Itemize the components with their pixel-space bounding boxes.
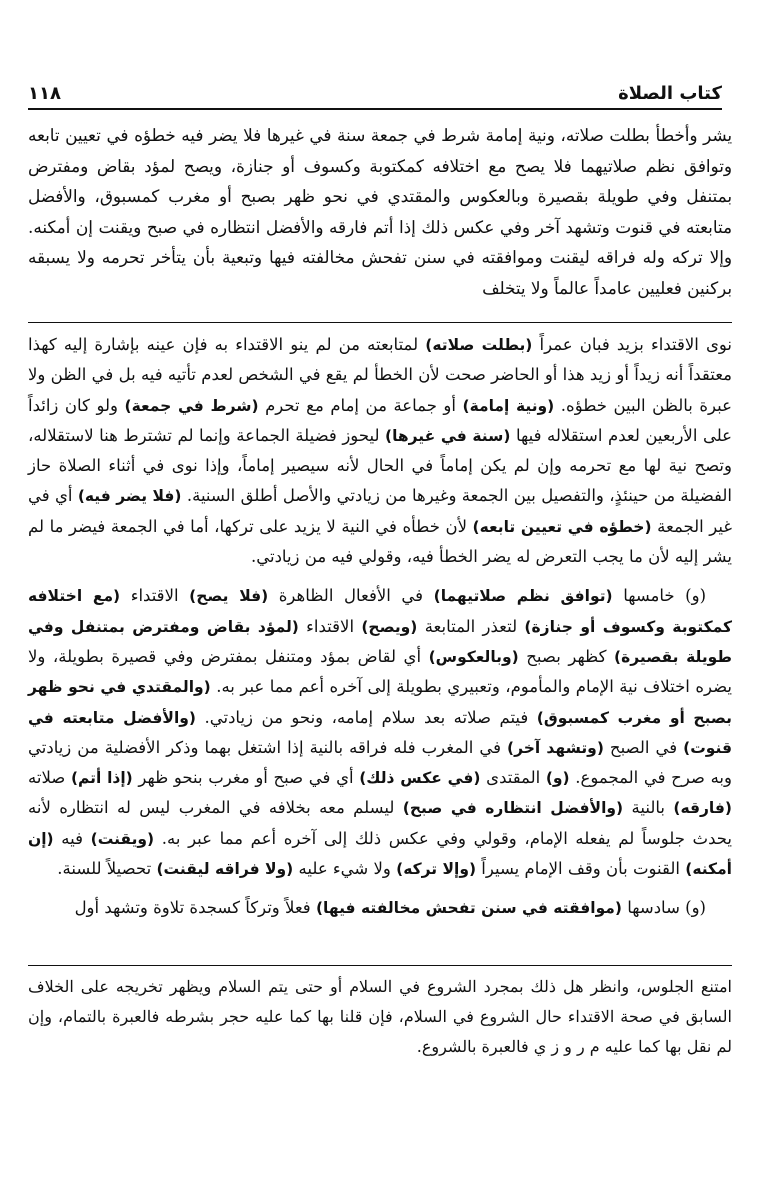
commentary-text: صلاته xyxy=(28,768,71,788)
commentary-text: ليحوز فضيلة الجماعة وإنما لم تشترط هنا لاستقلاله، وتصح نية لها مع تحرمه وإن لم يكن إماماً في الحال لأنه سيصير إماماً، وإذا نوى في أثناء الصلاة حاز الفضيلة من حينئذٍ، والتفصيل بين الجمعة وغيرها من زيادتي والأصل أطلق السنية. xyxy=(28,425,732,506)
quoted-matn-text: (وبالعكوس) xyxy=(428,647,519,666)
quoted-matn-text: (والأفضل متابعته في قنوت) xyxy=(28,708,732,757)
quoted-matn-text: (توافق نظم صلاتيهما) xyxy=(433,587,613,606)
commentary-text: فيه xyxy=(53,828,91,848)
quoted-matn-text: (إذا أتم) xyxy=(70,769,133,788)
quoted-matn-text: (في عكس ذلك) xyxy=(359,769,481,788)
commentary-paragraph-2 xyxy=(28,581,732,884)
commentary-text: في المغرب فله فراقه بالنية إذا اشتغل بهما وذكر الأفضلية من زيادتي وبه صرح في المجموع. xyxy=(28,737,732,788)
quoted-matn-text: (فلا يضر فيه) xyxy=(77,487,182,506)
quoted-matn-text: (والأفضل انتظاره في صبح) xyxy=(402,799,624,818)
quoted-matn-text: (والمقتدي في نحو ظهر بصبح أو مغرب كمسبوق) xyxy=(28,678,732,727)
commentary-text: فيتم صلاته بعد سلام إمامه، ونحو من زيادتي. xyxy=(196,707,537,727)
main-text-paragraph: يشر وأخطأ بطلت صلاته، ونية إمامة شرط في جمعة سنة في غيرها فلا يضر فيه خطؤه في تعيين تابعه وتوافق نظم صلاتيهما فلا يصح مع اختلافه كمكتوبة وكسوف أو جنازة، ويصح لمؤد بقاض ومفترض بمتنفل وفي طويلة بقصيرة وبالعكوس والمقتدي في نحو ظهر بصبح أو مغرب كمسبوق، والأفضل متابعته في قنوت وتشهد آخر وفي عكس ذلك إذا أتم فارقه والأفضل انتظاره في صبح ويقنت إن أمكنه. وإلا تركه وله فراقه ليقنت وموافقته في سنن تفحش مخالفته فيها وتبعية بأن يتأخر تحرمه ولا يسبقه بركنين فعليين عامداً عالماً ولا يتخلف xyxy=(28,125,732,298)
commentary-text: (و) سادسها xyxy=(622,898,706,918)
commentary-block xyxy=(28,330,732,924)
commentary-text: لتعذر المتابعة xyxy=(417,616,525,636)
commentary-text: ليسلم معه بخلافه في المغرب ليس له انتظاره لأنه يحدث جلوساً لم يفعله الإمام، وقولي وفي عكس ذلك إلى آخره أعم مما عبر به. xyxy=(28,798,732,848)
page-number: ١١٨ xyxy=(28,83,61,104)
commentary-text: (و) خامسها xyxy=(612,586,707,606)
commentary-text: فعلاً وتركاً كسجدة تلاوة وتشهد أول xyxy=(74,898,316,918)
footnote-paragraph: امتنع الجلوس، وانظر هل ذلك بمجرد الشروع في السلام أو حتى يتم السلام ويظهر تخريجه على الخلاف السابق في صحة الاقتداء حال الشروع في السلام، فإن قلنا بها كما عليه حجر بشرطه فالعبرة بالتمام، وإن لم نقل بها كما عليه م ر و ز ي فالعبرة بالشروع. xyxy=(28,977,732,1056)
commentary-text: ولو كان زائداً على الأربعين لعدم استقلاله فيها xyxy=(28,395,733,445)
quoted-matn-text: (شرط في جمعة) xyxy=(124,396,259,415)
commentary-text: تحصيلاً للسنة. xyxy=(57,859,157,879)
commentary-divider xyxy=(28,322,732,323)
footnote-block xyxy=(28,972,732,1062)
commentary-text: في الصبح xyxy=(603,737,684,757)
commentary-text: لمتابعته من لم ينو الاقتداء به فإن عينه بإشارة إليه كهذا معتقداً أنه زيداً أو زيد هذا أو الحاضر صحت لأن الخطأ لم يقع في الشخص لعدم تأتيه فيه بل في الظن ولا عبرة بالظن البين خطؤه. xyxy=(28,335,732,415)
quoted-matn-text: (خطؤه في تعيين تابعه) xyxy=(472,517,652,536)
commentary-paragraph-1 xyxy=(28,330,732,572)
commentary-text: ولا شيء عليه xyxy=(293,859,397,879)
quoted-matn-text: (موافقته في سنن تفحش مخالفته فيها) xyxy=(315,899,622,918)
quoted-matn-text: (ويقنت) xyxy=(90,829,155,848)
footnote-divider xyxy=(28,965,732,966)
commentary-paragraph-3 xyxy=(28,893,732,923)
commentary-text: أي في غير الجمعة xyxy=(28,486,733,536)
quoted-matn-text: (وإلا تركه) xyxy=(396,860,477,879)
quoted-matn-text: (وتشهد آخر) xyxy=(507,738,604,757)
quoted-matn-text: (لمؤد بقاض ومفترض بمتنفل وفي طويلة بقصيرة) xyxy=(28,617,732,666)
quoted-matn-text: (سنة في غيرها) xyxy=(385,426,511,445)
commentary-text: أي في صبح أو مغرب بنحو ظهر xyxy=(132,768,360,788)
commentary-text: أو جماعة من إمام مع تحرم xyxy=(258,395,463,415)
commentary-text: الاقتداء xyxy=(298,616,362,636)
commentary-text: نوى الاقتداء بزيد فبان عمراً xyxy=(532,335,733,354)
running-header xyxy=(28,74,722,110)
commentary-text: في الأفعال الظاهرة xyxy=(268,586,434,606)
commentary-text: لأن خطأه في النية لا يزيد على تركها، أما في الجمعة فيضر ما لم يشر إليه لأن ما يجب التعرض له يضر الخطأ فيه، وقولي فيه من زيادتي. xyxy=(28,516,732,567)
quoted-matn-text: (ويصح) xyxy=(361,617,418,636)
quoted-matn-text: (ولا فراقه ليقنت) xyxy=(156,860,294,879)
book-title: كتاب الصلاة xyxy=(618,83,722,104)
commentary-text: كظهر بصبح xyxy=(518,646,614,666)
quoted-matn-text: (إن أمكنه) xyxy=(28,829,732,879)
commentary-text: المقتدى xyxy=(480,768,546,788)
quoted-matn-text: (مع اختلافه كمكتوبة وكسوف أو جنازة) xyxy=(28,587,732,636)
quoted-matn-text: (بطلت صلاته) xyxy=(425,336,533,354)
main-text-block xyxy=(28,120,732,303)
commentary-text: أي لقاض بمؤد ومتنفل بمفترض وفي قصيرة بطويلة، ولا يضره اختلاف نية الإمام والمأموم، وتعبيري بطويلة إلى آخره أعم مما عبر به. xyxy=(28,646,732,697)
commentary-text: القنوت بأن وقف الإمام يسيراً xyxy=(476,859,686,879)
quoted-matn-text: (فارقه) xyxy=(673,799,732,818)
commentary-text: بالنية xyxy=(623,798,674,818)
quoted-matn-text: (فلا يصح) xyxy=(189,587,269,606)
quoted-matn-text: (و) xyxy=(545,769,570,788)
quoted-matn-text: (ونية إمامة) xyxy=(462,396,555,415)
commentary-text: الاقتداء xyxy=(120,586,190,606)
